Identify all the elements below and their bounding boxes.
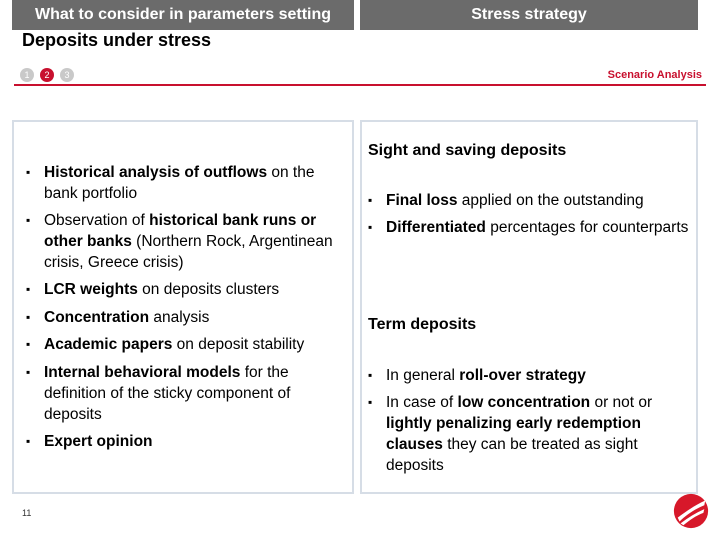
list-item [362, 217, 696, 238]
text: In general [386, 367, 460, 384]
text: percentages for counterparts [485, 219, 689, 236]
sight-deposits-list [362, 190, 696, 238]
page-title: Deposits under stress [22, 30, 212, 50]
bold-text: Differentiated [386, 219, 486, 236]
list-item [362, 190, 696, 211]
scenario-label: Scenario Analysis [607, 69, 702, 81]
bold-text: Internal behavioral models [44, 364, 241, 381]
list-item [362, 365, 696, 386]
bold-text: Final loss [386, 192, 458, 209]
text: on deposit stability [172, 336, 305, 353]
step-2: 2 [40, 68, 54, 82]
text: on deposits clusters [137, 281, 280, 298]
list-item [20, 334, 352, 355]
left-column-header: What to consider in parameters setting [12, 0, 354, 30]
list-item [362, 392, 696, 476]
text: they can be treated as sight deposits [386, 436, 638, 474]
bold-text: historical bank runs or other banks [44, 212, 317, 250]
text: In case of [386, 394, 458, 411]
step-indicator [20, 68, 74, 82]
header-divider [14, 84, 706, 86]
bold-text: Academic papers [44, 336, 173, 353]
text: Observation of [44, 212, 150, 229]
text: analysis [149, 309, 210, 326]
list-item [20, 279, 352, 300]
text: for the definition of the sticky component of deposits [44, 364, 291, 423]
term-deposits-title: Term deposits [368, 316, 477, 333]
bold-text: low concentration [457, 394, 591, 411]
bold-text: Historical analysis of outflows [44, 164, 268, 181]
unicredit-logo-icon [672, 492, 710, 530]
text: or not or [590, 394, 653, 411]
parameters-list [20, 162, 352, 452]
list-item [20, 162, 352, 204]
bold-text: LCR weights [44, 281, 138, 298]
list-item [20, 210, 352, 273]
page-number: 11 [22, 508, 32, 518]
text: (Northern Rock, Argentinean crisis, Greece crisis) [44, 233, 333, 271]
right-column-header: Stress strategy [360, 0, 698, 30]
text: applied on the outstanding [457, 192, 644, 209]
list-item [20, 307, 352, 328]
term-deposits-list [362, 365, 696, 476]
step-1: 1 [20, 68, 34, 82]
sight-deposits-title: Sight and saving deposits [368, 142, 567, 159]
bold-text: Concentration [44, 309, 150, 326]
bold-text: Expert opinion [44, 433, 153, 450]
list-item [20, 362, 352, 425]
bold-text: lightly penalizing early redemption clauses [386, 415, 641, 453]
list-item [20, 431, 352, 452]
text: on the bank portfolio [44, 164, 315, 202]
bold-text: roll-over strategy [459, 367, 586, 384]
step-3: 3 [60, 68, 74, 82]
